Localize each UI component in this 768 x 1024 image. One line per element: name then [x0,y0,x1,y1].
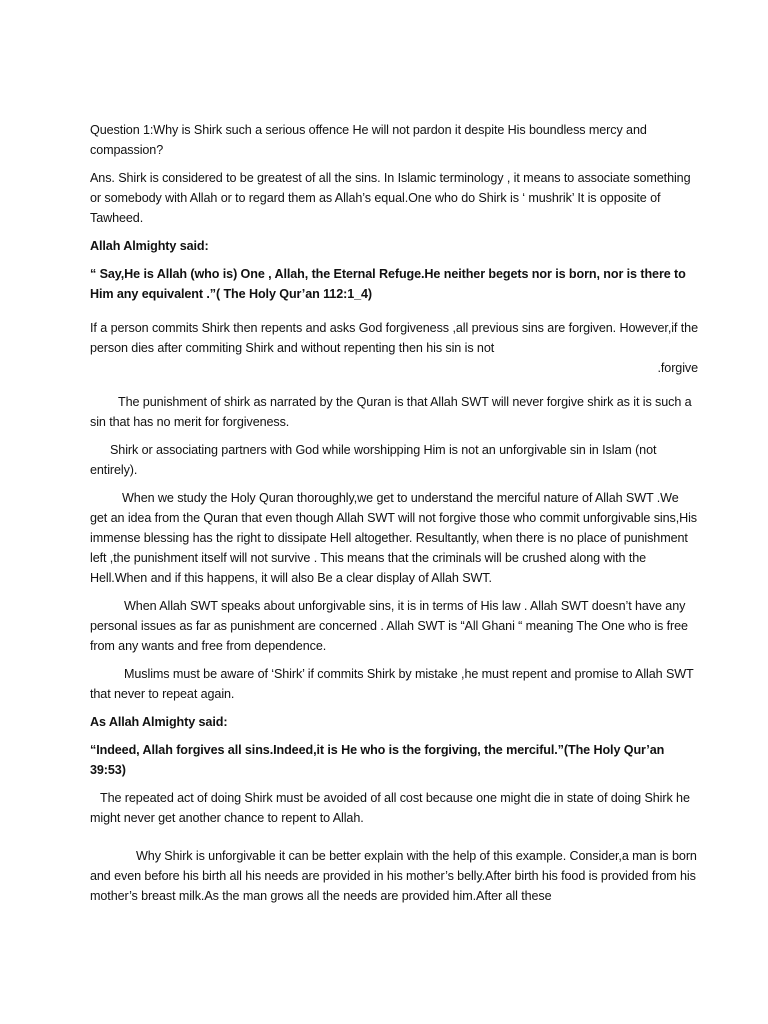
muslims-aware-paragraph: Muslims must be aware of ‘Shirk’ if commits Shirk by mistake ,he must repent and promise to Allah SWT that never to repeat again. [90,667,694,701]
as-allah-almighty-said-heading: As Allah Almighty said: [90,715,228,729]
example-paragraph: Why Shirk is unforgivable it can be better explain with the help of this example. Consider,a man is born and even before his birth all his needs are provided in his mother’s belly.After birth his food is provided from his mother’s breast milk.As the man grows all the needs are provided him.After all these [90,849,697,903]
associating-partners-paragraph: Shirk or associating partners with God while worshipping Him is not an unforgivable sin in Islam (not entirely). [90,443,657,477]
question-text: Question 1:Why is Shirk such a serious offence He will not pardon it despite His boundless mercy and compassion? [90,123,647,157]
allah-almighty-said-heading: Allah Almighty said: [90,239,209,253]
repentance-paragraph-tail: .forgive [657,361,698,375]
quran-study-paragraph: When we study the Holy Quran thoroughly,we get to understand the merciful nature of Allah SWT .We get an idea from the Quran that even though Allah SWT will not forgive those who commit unforgivable sins,His immense blessing has the right to dissipate Hell altogether. Resultantly, when there is no place of punishment left ,the punishment itself will not survive . This means that the criminals will be crushed along with the Hell.When and if this happens, it will also Be a clear display of Allah SWT. [90,491,697,585]
repeated-act-paragraph: The repeated act of doing Shirk must be avoided of all cost because one might die in state of doing Shirk he might never get another chance to repent to Allah. [90,791,690,825]
answer-paragraph: Ans. Shirk is considered to be greatest of all the sins. In Islamic terminology , it means to associate something or somebody with Allah or to regard them as Allah’s equal.One who do Shirk is ‘ mushrik’ It is opposite of Tawheed. [90,171,691,225]
quran-quote-112: “ Say,He is Allah (who is) One , Allah, the Eternal Refuge.He neither begets nor is born, nor is there to Him any equivalent .”( The Holy Qur’an 112:1_4) [90,267,686,301]
punishment-paragraph: The punishment of shirk as narrated by the Quran is that Allah SWT will never forgive shirk as it is such a sin that has no merit for forgiveness. [90,395,692,429]
repentance-paragraph: If a person commits Shirk then repents and asks God forgiveness ,all previous sins are forgiven. However,if the person dies after commiting Shirk and without repenting then his sin is not [90,321,698,355]
quran-quote-39-53: “Indeed, Allah forgives all sins.Indeed,it is He who is the forgiving, the merciful.”(The Holy Qur’an 39:53) [90,743,665,777]
unforgivable-sins-law-paragraph: When Allah SWT speaks about unforgivable sins, it is in terms of His law . Allah SWT doesn’t have any personal issues as far as punishment are concerned . Allah SWT is “All Ghani “ meaning The One who is free from any wants and free from dependence. [90,599,688,653]
